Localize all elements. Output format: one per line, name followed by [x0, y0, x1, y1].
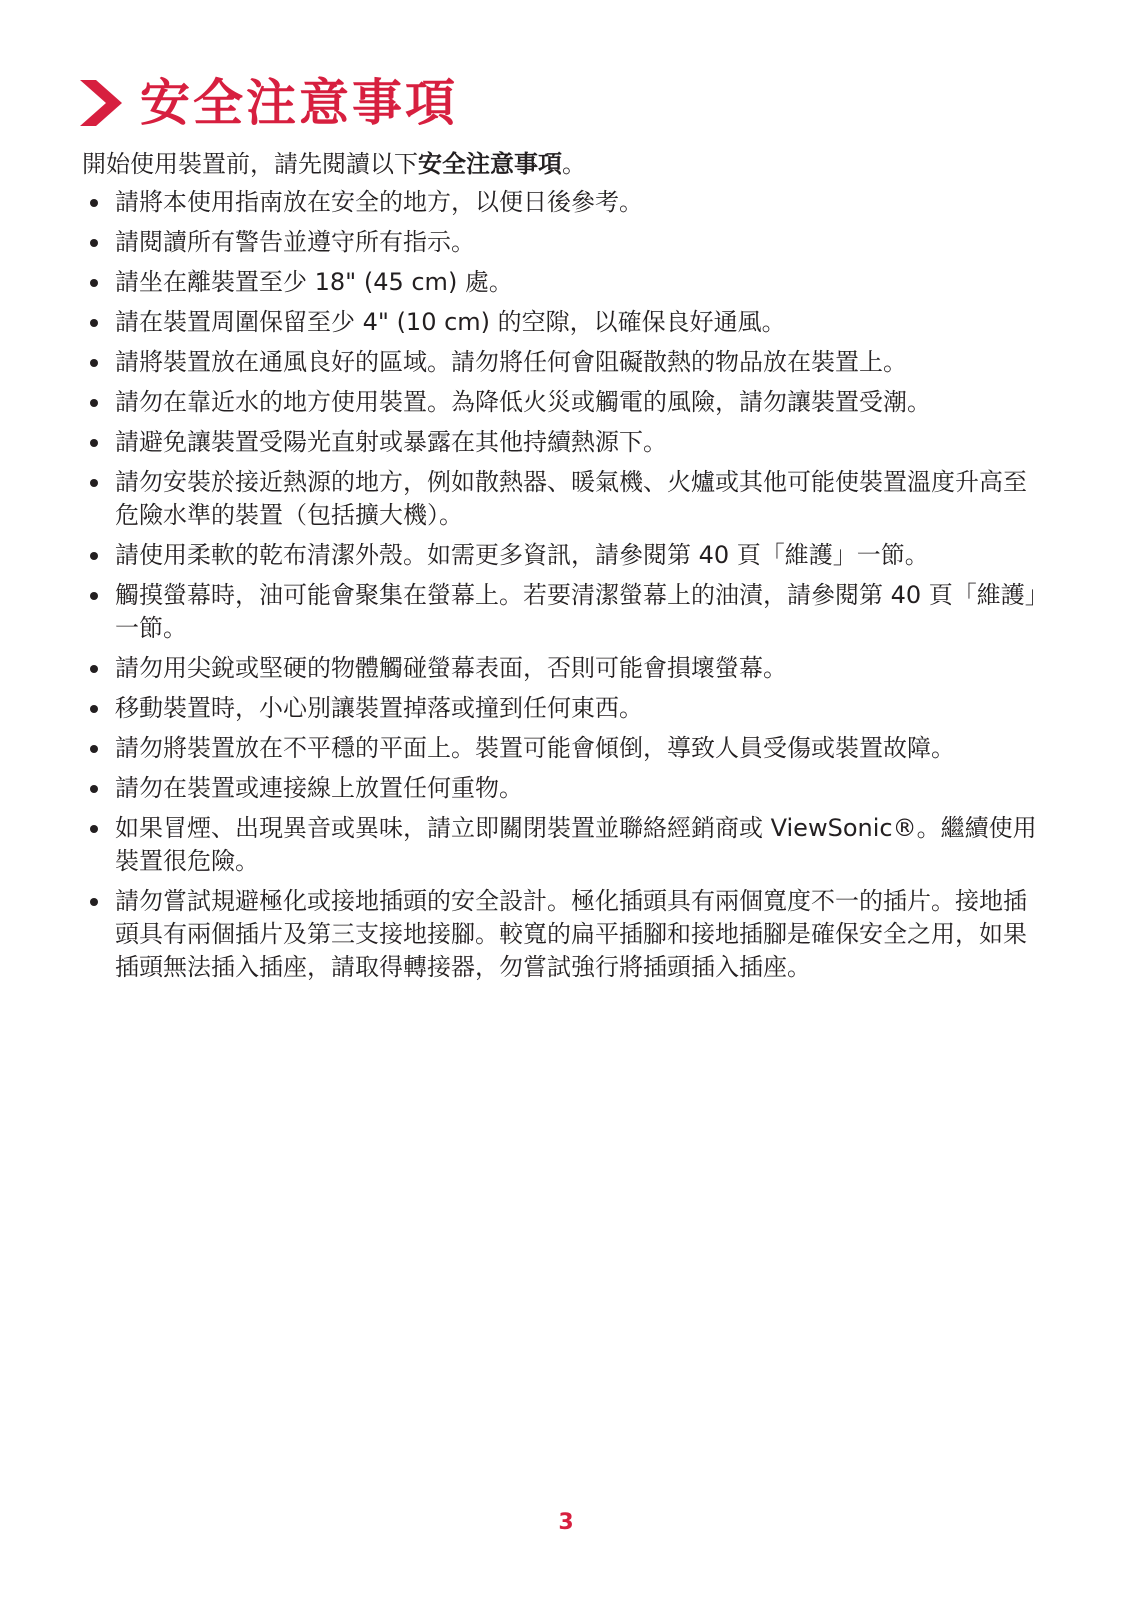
list-item-text: 請勿將裝置放在不平穩的平面上。裝置可能會傾倒，導致人員受傷或裝置故障。: [115, 734, 955, 762]
list-item: [82, 346, 1042, 379]
list-item-text: 請勿在裝置或連接線上放置任何重物。: [115, 774, 523, 802]
bullet-icon: [90, 319, 98, 327]
list-item: [82, 266, 1042, 299]
list-item-text: 請勿嘗試規避極化或接地插頭的安全設計。極化插頭具有兩個寬度不一的插片。接地插頭具有兩個插片及第三支接地接腳。較寬的扁平插腳和接地插腳是確保安全之用，如果插頭無法插入插座，請取得轉接器，勿嘗試強行將插頭插入插座。: [115, 887, 1027, 981]
list-item-text: 觸摸螢幕時，油可能會聚集在螢幕上。若要清潔螢幕上的油漬，請參閱第 40 頁「維護」一節。: [115, 581, 1037, 642]
list-item: [82, 692, 1042, 725]
bullet-icon: [90, 359, 98, 367]
list-item-text: 如果冒煙、出現異音或異味，請立即關閉裝置並聯絡經銷商或 ViewSonic®。繼續使用裝置很危險。: [115, 814, 1037, 875]
list-item: [82, 226, 1042, 259]
safety-list: [82, 186, 1042, 991]
bullet-icon: [90, 745, 98, 753]
list-item: [82, 732, 1042, 765]
bullet-icon: [90, 552, 98, 560]
page-title: 安全注意事項: [140, 74, 458, 132]
list-item-text: 請將本使用指南放在安全的地方，以便日後參考。: [115, 188, 643, 216]
list-item-text: 請勿用尖銳或堅硬的物體觸碰螢幕表面，否則可能會損壞螢幕。: [115, 654, 787, 682]
intro-emphasis: 安全注意事項: [418, 150, 562, 178]
list-item-text: 請勿安裝於接近熱源的地方，例如散熱器、暖氣機、火爐或其他可能使裝置溫度升高至危險水準的裝置（包括擴大機）。: [115, 468, 1027, 529]
list-item-text: 請避免讓裝置受陽光直射或暴露在其他持續熱源下。: [115, 428, 667, 456]
chevron-right-icon: [80, 80, 122, 126]
list-item: [82, 539, 1042, 572]
bullet-icon: [90, 825, 98, 833]
bullet-icon: [90, 439, 98, 447]
bullet-icon: [90, 199, 98, 207]
bullet-icon: [90, 665, 98, 673]
list-item-text: 請閱讀所有警告並遵守所有指示。: [115, 228, 475, 256]
list-item-text: 請將裝置放在通風良好的區域。請勿將任何會阻礙散熱的物品放在裝置上。: [115, 348, 907, 376]
list-item: [82, 306, 1042, 339]
list-item-text: 請勿在靠近水的地方使用裝置。為降低火災或觸電的風險，請勿讓裝置受潮。: [115, 388, 931, 416]
bullet-icon: [90, 785, 98, 793]
list-item-text: 移動裝置時，小心別讓裝置掉落或撞到任何東西。: [115, 694, 643, 722]
list-item-text: 請在裝置周圍保留至少 4" (10 cm) 的空隙，以確保良好通風。: [115, 308, 786, 336]
list-item: [82, 386, 1042, 419]
list-item-text: 請坐在離裝置至少 18" (45 cm) 處。: [115, 268, 513, 296]
list-item: [82, 186, 1042, 219]
list-item: [82, 885, 1042, 984]
list-item: [82, 579, 1042, 645]
bullet-icon: [90, 239, 98, 247]
intro-paragraph: [82, 146, 586, 182]
bullet-icon: [90, 705, 98, 713]
bullet-icon: [90, 399, 98, 407]
list-item: [82, 812, 1042, 878]
list-item: [82, 426, 1042, 459]
page-number: 3: [558, 1510, 574, 1535]
page-header: [80, 68, 458, 138]
list-item: [82, 772, 1042, 805]
list-item: [82, 652, 1042, 685]
list-item: [82, 466, 1042, 532]
list-item-text: 請使用柔軟的乾布清潔外殼。如需更多資訊，請參閱第 40 頁「維護」一節。: [115, 541, 929, 569]
intro-prefix: 開始使用裝置前，請先閱讀以下: [82, 150, 418, 178]
intro-suffix: 。: [562, 150, 586, 178]
bullet-icon: [90, 898, 98, 906]
bullet-icon: [90, 592, 98, 600]
bullet-icon: [90, 279, 98, 287]
bullet-icon: [90, 479, 98, 487]
